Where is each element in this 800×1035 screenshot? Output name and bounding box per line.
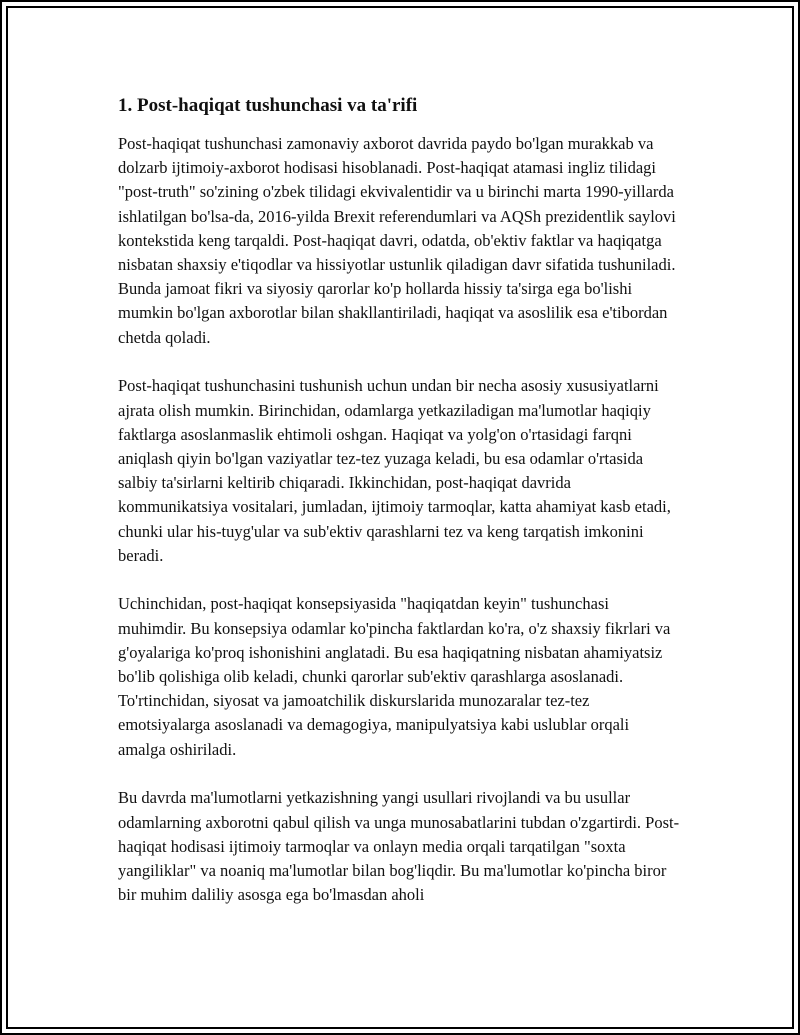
document-body bbox=[118, 92, 680, 932]
paragraph-4: Bu davrda ma'lumotlarni yetkazishning yangi usullari rivojlandi va bu usullar odamlarning axborotni qabul qilish va unga munosabatlarini tubdan o'zgartirdi. Post-haqiqat hodisasi ijtimoiy tarmoqlar va onlayn media orqali tarqatilgan "soxta yangiliklar" va noaniq ma'lumotlar bilan bog'liqdir. Bu ma'lumotlar ko'pincha biror bir muhim daliliy asosga ega bo'lmasdan aholi bbox=[118, 788, 680, 905]
paragraph-1: Post-haqiqat tushunchasi zamonaviy axborot davrida paydo bo'lgan murakkab va dolzarb ijtimoiy-axborot hodisasi hisoblanadi. Post-haqiqat atamasi ingliz tilidagi "post-truth" so'zining o'zbek tilidagi ekvivalentidir va u birinchi marta 1990-yillarda ishlatilgan bo'lsa-da, 2016-yilda Brexit referendumlari va AQSh prezidentlik saylovi kontekstida keng tarqaldi. Post-haqiqat davri, odatda, ob'ektiv faktlar va haqiqatga nisbatan shaxsiy e'tiqodlar va hissiyotlar ustunlik qiladigan davr sifatida tushuniladi. Bunda jamoat fikri va siyosiy qarorlar ko'p hollarda hissiy ta'sirga ega bo'lishi mumkin bo'lgan axborotlar bilan shakllantiriladi, haqiqat va asoslilik esa e'tibordan chetda qoladi. bbox=[118, 134, 676, 347]
section-heading: 1. Post-haqiqat tushunchasi va ta'rifi bbox=[118, 95, 418, 116]
paragraph-2: Post-haqiqat tushunchasini tushunish uchun undan bir necha asosiy xususiyatlarni ajrata olish mumkin. Birinchidan, odamlarga yetkaziladigan ma'lumotlar haqiqiy faktlarga asoslanmaslik ehtimoli oshgan. Haqiqat va yolg'on o'rtasidagi farqni aniqlash qiyin bo'lgan vaziyatlar tez-tez yuzaga keladi, bu esa odamlar o'rtasida salbiy ta'sirlarni keltirib chiqaradi. Ikkinchidan, post-haqiqat davrida kommunikatsiya vositalari, jumladan, ijtimoiy tarmoqlar, katta ahamiyat kasb etadi, chunki ular his-tuyg'ular va sub'ektiv qarashlarni tez va keng tarqatish imkonini beradi. bbox=[118, 376, 671, 565]
paragraph-3: Uchinchidan, post-haqiqat konsepsiyasida "haqiqatdan keyin" tushunchasi muhimdir. Bu konsepsiya odamlar ko'pincha faktlardan ko'ra, o'z shaxsiy fikrlari va g'oyalariga ko'proq ishonishini anglatadi. Bu esa haqiqatning nisbatan ahamiyatsiz bo'lib qolishiga olib keladi, chunki qarorlar sub'ektiv qarashlarga asoslanadi. To'rtinchidan, siyosat va jamoatchilik diskurslarida munozaralar tez-tez emotsiyalarga asoslanadi va demagogiya, manipulyatsiya kabi uslublar orqali amalga oshiriladi. bbox=[118, 594, 671, 759]
